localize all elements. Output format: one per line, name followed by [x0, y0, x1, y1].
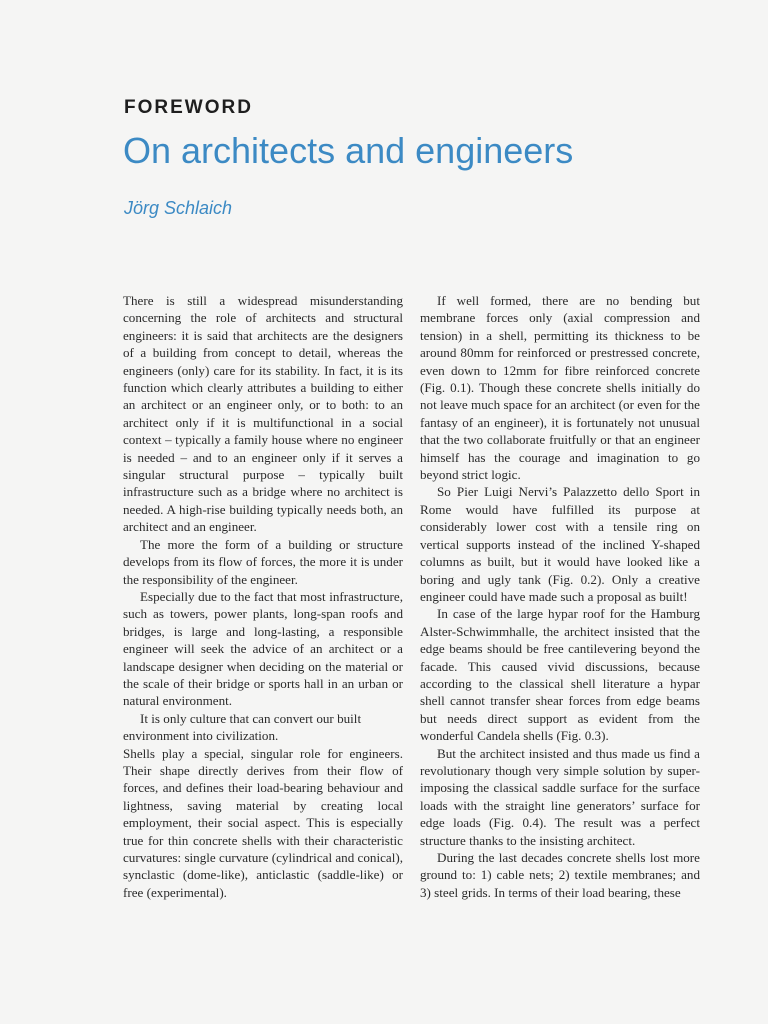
paragraph: So Pier Luigi Nervi’s Palazzetto dello Sport in Rome would have fulfilled its purpose at considerably lower cost with a tensile ring on vertical supports instead of the inclined Y-shaped columns as built, but it would have looked like a boring and ugly tank (Fig. 0.2). Only a creative engineer could have made such a proposal as built!	[420, 484, 700, 604]
section-kicker: FOREWORD	[124, 97, 253, 118]
left-column	[123, 292, 403, 901]
paragraph: In case of the large hypar roof for the Hamburg Alster-Schwimmhalle, the architect insisted that the edge beams should be free cantilevering beyond the facade. This caused vivid discussions, because according to the classical shell literature a hypar shell cannot transfer shear forces from edge beams but needs direct support as evident from the wonderful Candela shells (Fig. 0.3).	[420, 606, 700, 744]
paragraph: Shells play a special, singular role for engineers. Their shape directly derives from their flow of forces, and defines their load-bearing behaviour and lightness, saving material by creating local employment, their social aspect. This is especially true for thin concrete shells with their characteristic curvatures: single curvature (cylindrical and conical), synclastic (dome-like), anticlastic (saddle-like) or free (experimental).	[123, 745, 403, 900]
author-name: Jörg Schlaich	[124, 198, 233, 218]
paragraph: During the last decades concrete shells lost more ground to: 1) cable nets; 2) textile membranes; and 3) steel grids. In terms of their load bearing, these	[420, 850, 700, 900]
pull-quote: It is only culture that can convert our built environment into civilization.	[123, 710, 362, 744]
paragraph: The more the form of a building or structure develops from its flow of forces, the more it is under the responsibility of the engineer.	[123, 536, 403, 587]
paragraph: Especially due to the fact that most infrastructure, such as towers, power plants, long-span roofs and bridges, is large and long-lasting, a responsible engineer will seek the advice of an architect or a landscape designer when deciding on the material or the scale of their bridge or sports hall in an urban or natural environment.	[123, 588, 403, 709]
paragraph: If well formed, there are no bending but membrane forces only (axial compression and tension) in a shell, permitting its thickness to be around 80mm for reinforced or prestressed concrete, even down to 12mm for fibre reinforced concrete (Fig. 0.1). Though these concrete shells initially do not leave much space for an architect (or even for the fantasy of an engineer), it is fortunately not unusual that the two collaborate fruitfully or that an engineer himself has the courage and imagination to go beyond strict logic.	[420, 293, 700, 483]
paragraph: There is still a widespread misunderstanding concerning the role of architects and structural engineers: it is said that architects are the designers of a building from concept to detail, whereas the engineers (only) care for its stability. In fact, it is its function which clearly attributes a building to either an architect or an engineer only, or to both: to an architect only if it is multifunctional in a social context – typically a family house where no engineer is needed – and to an engineer only if it serves a singular structural purpose – typically built infrastructure such as a bridge where no architect is needed. A high-rise building typically needs both, an architect and an engineer.	[123, 293, 403, 535]
page-title: On architects and engineers	[123, 130, 574, 171]
paragraph: But the architect insisted and thus made us find a revolutionary though very simple solution by super-imposing the classical saddle surface for the surface loads with the straight line generators’ surface for edge loads (Fig. 0.4). The result was a perfect structure thanks to the insisting architect.	[420, 745, 700, 848]
right-column	[420, 292, 700, 901]
